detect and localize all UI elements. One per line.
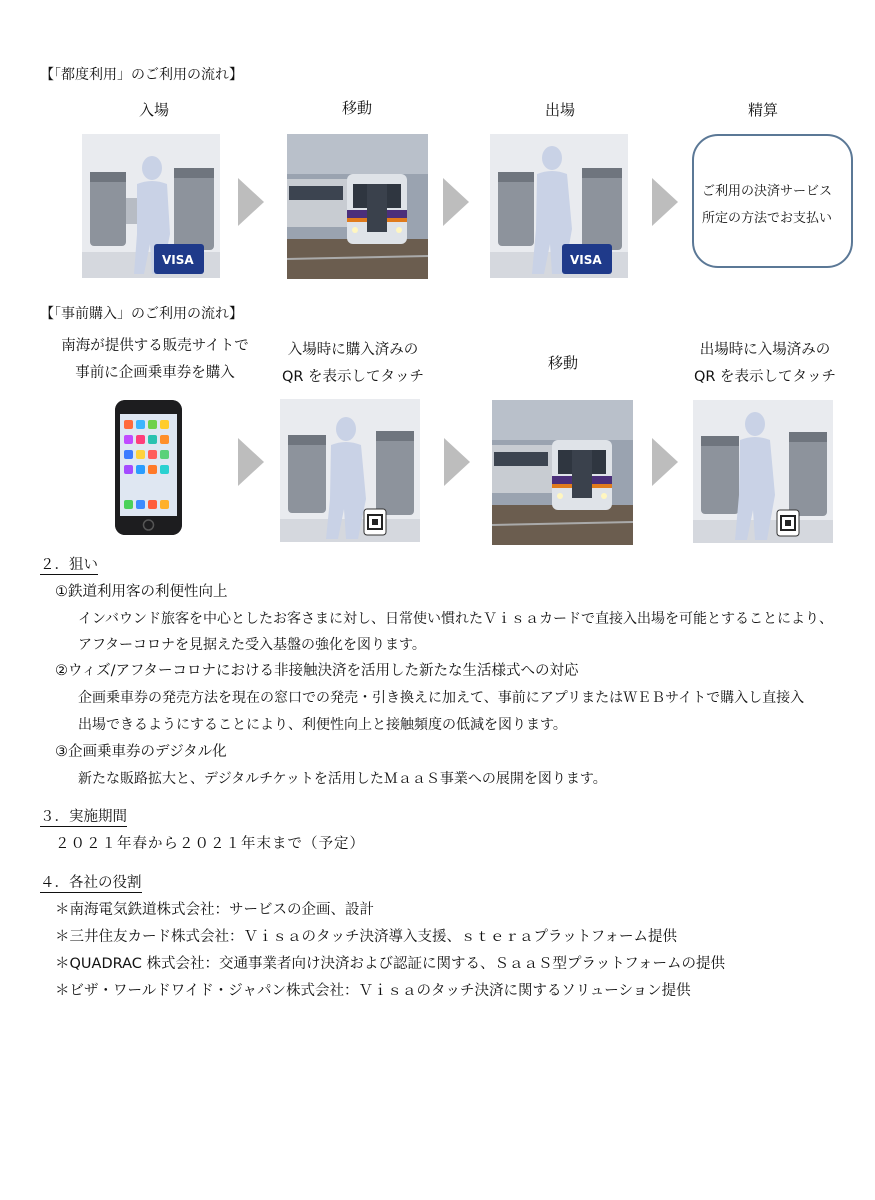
aim-1-line-1: インバウンド旅客を中心としたお客さまに対し、日常使い慣れたＶｉｓａカードで直接入出場を可能とすることにより、 [78, 611, 834, 627]
flow-arrow-icon [652, 438, 678, 486]
flow2-step4-label: 出場時に入場済みの QR を表示してタッチ [693, 342, 837, 385]
role-item: ＊QUADRAC 株式会社：交通事業者向け決済および認証に関する、ＳａａＳ型プラットフォームの提供 [55, 956, 726, 972]
flow1-step-exit-label: 出場 [544, 101, 575, 119]
payment-line-1: ご利用の決済サービス [702, 184, 833, 199]
section4-heading: ４．各社の役割 [40, 875, 142, 891]
smartphone-image [115, 400, 182, 535]
flow-arrow-icon [444, 438, 470, 486]
flow-arrow-icon [238, 178, 264, 226]
aim-2-line-2: 出場できるようにすることにより、利便性向上と接触頻度の低減を図ります。 [78, 717, 567, 733]
aim-3-line-1: 新たな販路拡大と、デジタルチケットを活用したＭａａＳ事業への展開を図ります。 [78, 771, 607, 787]
role-item: ＊南海電気鉄道株式会社：サービスの企画、設計 [55, 902, 374, 918]
section3-heading: ３．実施期間 [40, 809, 127, 825]
flow-arrow-icon [238, 438, 264, 486]
flow2-title: 【「事前購入」のご利用の流れ】 [40, 306, 243, 322]
svg-text:VISA: VISA [162, 253, 194, 267]
aim-3-title: ③企画乗車券のデジタル化 [55, 744, 227, 760]
train-image [287, 134, 428, 279]
flow-arrow-icon [652, 178, 678, 226]
gate-qr-entry-image [280, 399, 420, 542]
gate-qr-exit-image [693, 400, 833, 543]
aim-2-line-1: 企画乗車券の発売方法を現在の窓口での発売・引き換えに加えて、事前にアプリまたはＷＥＢサイトで購入し直接入 [78, 690, 805, 706]
gate-visa-entry-image [82, 134, 220, 278]
payment-line-2: 所定の方法でお支払い [702, 211, 833, 226]
svg-text:VISA: VISA [570, 253, 602, 267]
role-item: ＊三井住友カード株式会社：Ｖｉｓａのタッチ決済導入支援、ｓｔｅｒａプラットフォーム提供 [55, 929, 678, 945]
train-image [492, 400, 633, 545]
flow2-step3-label: 移動 [547, 354, 578, 372]
flow1-step-settle-label: 精算 [747, 101, 778, 119]
aim-1-line-2: アフターコロナを見据えた受入基盤の強化を図ります。 [78, 637, 426, 653]
flow-arrow-icon [443, 178, 469, 226]
aim-2-title: ②ウィズ/アフターコロナにおける非接触決済を活用した新たな生活様式への対応 [55, 663, 579, 679]
role-item: ＊ビザ・ワールドワイド・ジャパン株式会社：Ｖｉｓａのタッチ決済に関するソリューション提供 [55, 983, 691, 999]
flow2-step2-label: 入場時に購入済みの QR を表示してタッチ [281, 342, 425, 385]
period-text: ２０２１年春から２０２１年末まで（予定） [55, 836, 365, 852]
section2-heading: ２．狙い [40, 557, 98, 573]
flow1-step-move-label: 移動 [341, 99, 372, 117]
gate-visa-exit-image [490, 134, 628, 278]
flow1-title: 【「都度利用」のご利用の流れ】 [40, 67, 243, 83]
flow1-step-entry-label: 入場 [138, 101, 169, 119]
payment-info-box [692, 134, 853, 268]
aim-1-title: ①鉄道利用客の利便性向上 [55, 584, 228, 600]
flow2-step1-label: 南海が提供する販売サイトで 事前に企画乗車券を購入 [61, 338, 249, 381]
